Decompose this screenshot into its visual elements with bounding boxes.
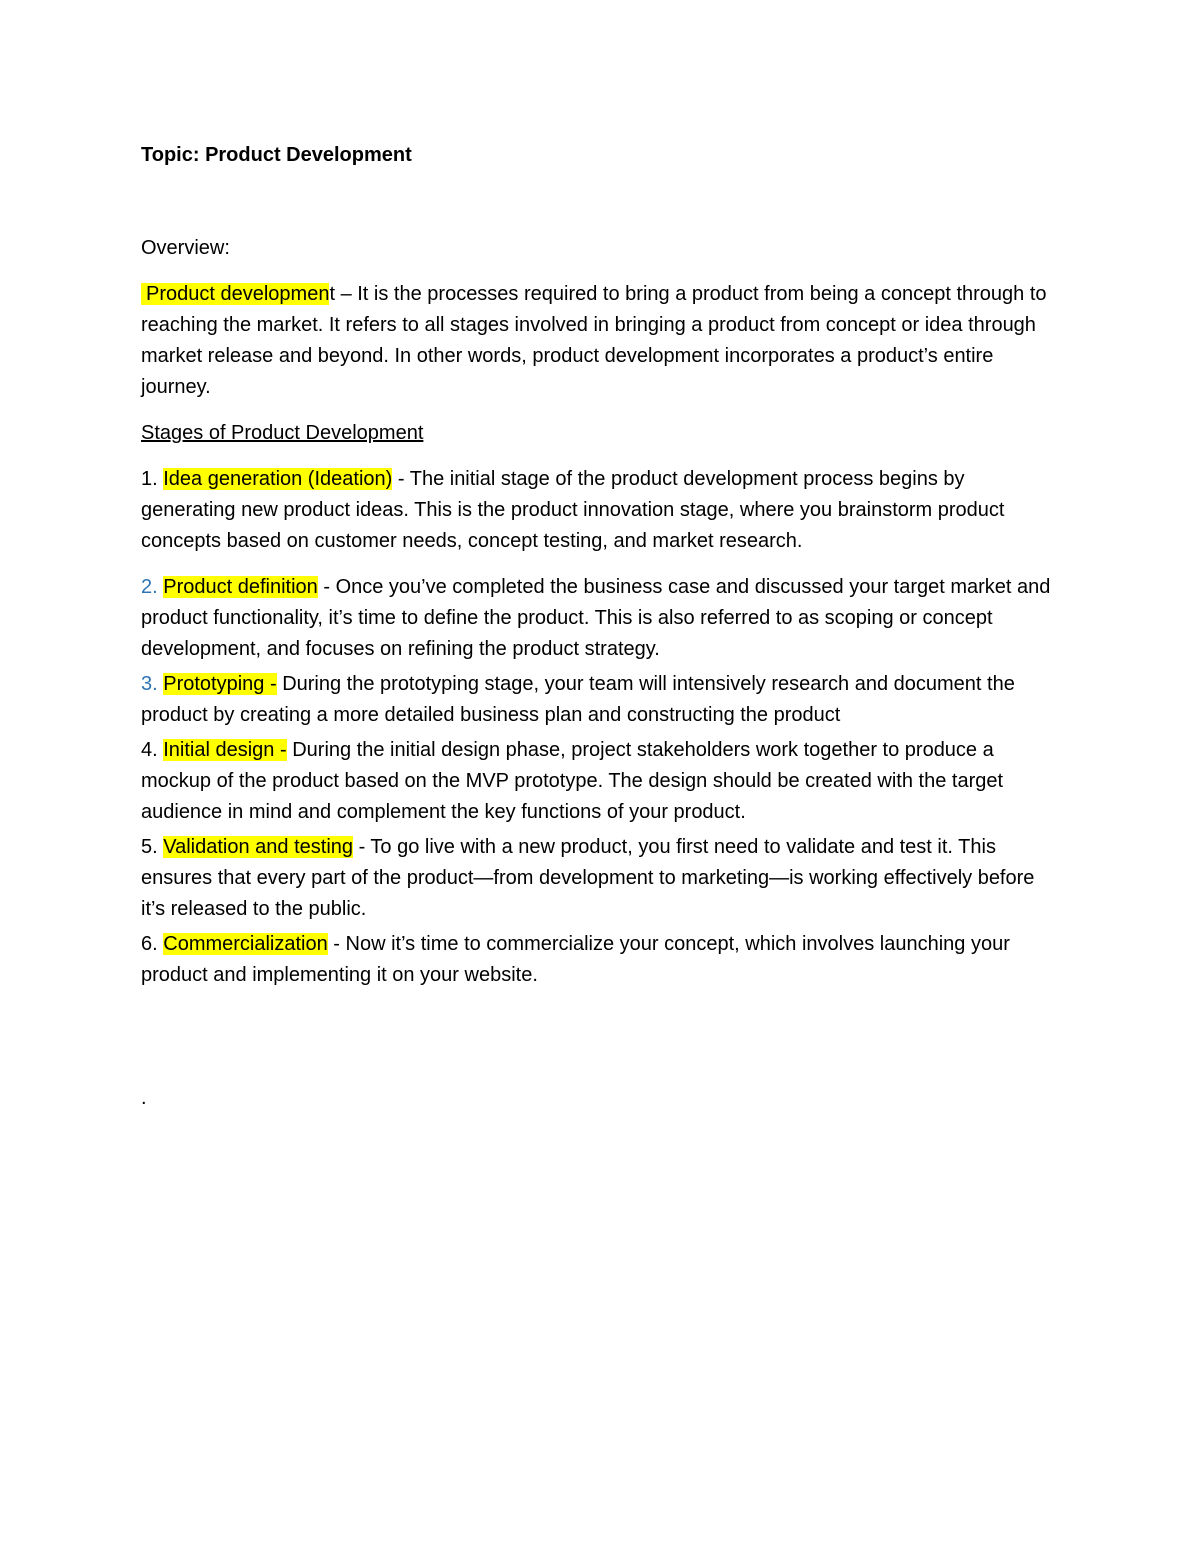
stage-description: - Once you’ve completed the business case and discussed your target market and product functionality, it’s time to define the product. This is also referred to as scoping or concept development, and focuses on refining the product strategy.: [141, 576, 1051, 660]
stage-name: Initial design: [163, 739, 275, 761]
intro-paragraph: [141, 279, 1061, 403]
stage-description: During the initial design phase, project stakeholders work together to produce a mockup of the product based on the MVP prototype. The design should be created with the target audience in mind and complement the key functions of your product.: [141, 739, 1004, 823]
stage-item-3: [141, 669, 1061, 731]
document-body: [141, 140, 1061, 991]
stage-number: 6.: [141, 933, 158, 955]
stage-name: Commercialization: [163, 933, 328, 955]
stage-item-6: [141, 929, 1061, 991]
stage-name: Product definition: [163, 576, 318, 598]
stage-item-1: [141, 464, 1061, 557]
stage-separator: -: [264, 673, 277, 695]
document-title: Topic: Product Development: [141, 144, 412, 166]
stage-name: Idea generation (Ideation): [163, 468, 393, 490]
stage-description: During the prototyping stage, your team will intensively research and document the product by creating a more detailed business plan and constructing the product: [141, 673, 1015, 726]
stage-number: 5.: [141, 836, 158, 858]
stage-number: 3.: [141, 673, 158, 695]
stage-description: - To go live with a new product, you first need to validate and test it. This ensures that every part of the product—from development to marketing—is working effectively before it’s released to the public.: [141, 836, 1035, 920]
stage-number: 1.: [141, 468, 158, 490]
stages-heading: Stages of Product Development: [141, 422, 424, 444]
overview-label: Overview:: [141, 237, 230, 259]
stage-item-4: [141, 735, 1061, 828]
intro-definition: – It is the processes required to bring a product from being a concept through to reaching the market. It refers to all stages involved in bringing a product from concept or idea through market release and beyond. In other words, product development incorporates a product’s entire journey.: [141, 283, 1047, 398]
trailing-mark: .: [141, 1087, 147, 1109]
stage-name: Prototyping: [163, 673, 265, 695]
stage-number: 2.: [141, 576, 158, 598]
stage-separator: -: [274, 739, 287, 761]
intro-term-highlight: Product developmen: [141, 283, 329, 305]
stage-number: 4.: [141, 739, 158, 761]
stage-description: - The initial stage of the product development process begins by generating new product ideas. This is the product innovation stage, where you brainstorm product concepts based on customer needs, concept testing, and market research.: [141, 468, 1005, 552]
intro-term-rest: t: [329, 283, 336, 305]
stage-item-2: [141, 572, 1061, 665]
stage-description: - Now it’s time to commercialize your concept, which involves launching your product and implementing it on your website.: [141, 933, 1010, 986]
stage-name: Validation and testing: [163, 836, 354, 858]
stage-item-5: [141, 832, 1061, 925]
